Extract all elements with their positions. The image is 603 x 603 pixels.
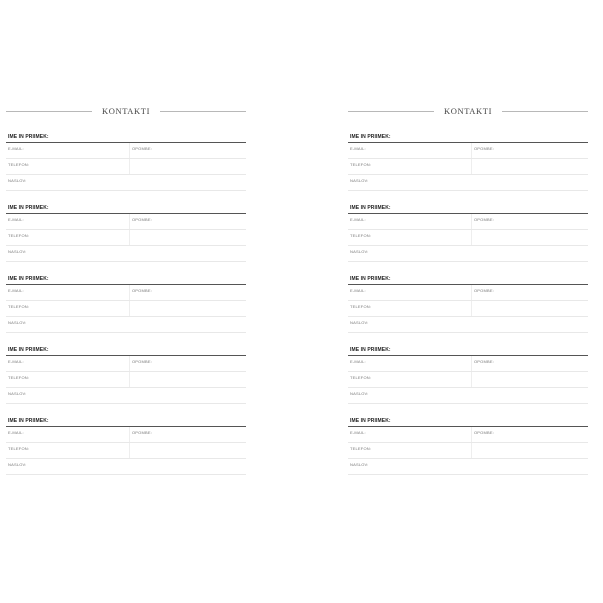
notes-field-label[interactable]: OPOMBE: bbox=[129, 356, 246, 371]
name-field-label[interactable]: IME IN PRIIMEK: bbox=[350, 276, 391, 282]
notes-field-label[interactable]: OPOMBE: bbox=[471, 143, 588, 158]
address-field-label[interactable]: NASLOV: bbox=[350, 320, 369, 325]
contact-blocks bbox=[348, 133, 588, 475]
phone-field-label[interactable]: TELEFON: bbox=[8, 304, 30, 309]
address-field-label[interactable]: NASLOV: bbox=[350, 249, 369, 254]
contact-entry bbox=[6, 346, 246, 404]
notes-field-label[interactable]: OPOMBE: bbox=[471, 214, 588, 229]
notes-field-label[interactable]: OPOMBE: bbox=[471, 427, 588, 442]
address-row bbox=[6, 388, 246, 404]
email-notes-row bbox=[6, 427, 246, 443]
email-notes-row bbox=[6, 214, 246, 230]
heading-rule-left bbox=[348, 111, 434, 112]
notes-field-area[interactable] bbox=[129, 372, 246, 387]
contact-blocks bbox=[6, 133, 246, 475]
address-field-label[interactable]: NASLOV: bbox=[8, 391, 27, 396]
notes-field-area[interactable] bbox=[129, 230, 246, 245]
page-heading bbox=[6, 100, 246, 122]
name-field-label[interactable]: IME IN PRIIMEK: bbox=[350, 418, 391, 424]
address-row bbox=[348, 246, 588, 262]
notes-field-label[interactable]: OPOMBE: bbox=[471, 285, 588, 300]
address-row bbox=[6, 459, 246, 475]
address-field-label[interactable]: NASLOV: bbox=[8, 249, 27, 254]
name-field-label[interactable]: IME IN PRIIMEK: bbox=[350, 347, 391, 353]
address-field-label[interactable]: NASLOV: bbox=[350, 462, 369, 467]
notes-field-area[interactable] bbox=[471, 443, 588, 458]
phone-row bbox=[348, 301, 588, 317]
phone-row bbox=[348, 230, 588, 246]
email-notes-row bbox=[348, 143, 588, 159]
heading-rule-right bbox=[160, 111, 246, 112]
phone-field-label[interactable]: TELEFON: bbox=[350, 233, 372, 238]
name-field-label[interactable]: IME IN PRIIMEK: bbox=[350, 205, 391, 211]
phone-field-label[interactable]: TELEFON: bbox=[350, 446, 372, 451]
email-field-label[interactable]: E-MAIL: bbox=[350, 288, 366, 293]
phone-row bbox=[6, 301, 246, 317]
page-heading bbox=[348, 100, 588, 122]
name-field-label[interactable]: IME IN PRIIMEK: bbox=[8, 347, 49, 353]
phone-row bbox=[348, 443, 588, 459]
heading-rule-left bbox=[6, 111, 92, 112]
phone-field-label[interactable]: TELEFON: bbox=[350, 304, 372, 309]
address-row bbox=[6, 246, 246, 262]
contact-entry bbox=[348, 346, 588, 404]
email-field-label[interactable]: E-MAIL: bbox=[350, 146, 366, 151]
phone-row bbox=[6, 443, 246, 459]
name-field-label[interactable]: IME IN PRIIMEK: bbox=[8, 205, 49, 211]
notes-field-label[interactable]: OPOMBE: bbox=[129, 143, 246, 158]
phone-row bbox=[348, 372, 588, 388]
name-field-label[interactable]: IME IN PRIIMEK: bbox=[8, 134, 49, 140]
page-title: KONTAKTI bbox=[101, 106, 151, 116]
notes-field-label[interactable]: OPOMBE: bbox=[129, 214, 246, 229]
phone-field-label[interactable]: TELEFON: bbox=[350, 375, 372, 380]
contact-entry bbox=[348, 204, 588, 262]
notes-field-area[interactable] bbox=[471, 159, 588, 174]
notes-field-area[interactable] bbox=[471, 372, 588, 387]
address-field-label[interactable]: NASLOV: bbox=[8, 320, 27, 325]
phone-field-label[interactable]: TELEFON: bbox=[8, 162, 30, 167]
email-field-label[interactable]: E-MAIL: bbox=[350, 217, 366, 222]
address-field-label[interactable]: NASLOV: bbox=[350, 178, 369, 183]
contact-entry bbox=[348, 275, 588, 333]
phone-row bbox=[348, 159, 588, 175]
notes-field-area[interactable] bbox=[129, 159, 246, 174]
email-field-label[interactable]: E-MAIL: bbox=[8, 146, 24, 151]
notes-field-area[interactable] bbox=[471, 230, 588, 245]
contact-entry bbox=[348, 417, 588, 475]
address-field-label[interactable]: NASLOV: bbox=[350, 391, 369, 396]
address-row bbox=[348, 317, 588, 333]
email-field-label[interactable]: E-MAIL: bbox=[350, 359, 366, 364]
name-field-label[interactable]: IME IN PRIIMEK: bbox=[8, 418, 49, 424]
phone-field-label[interactable]: TELEFON: bbox=[8, 375, 30, 380]
phone-row bbox=[6, 159, 246, 175]
phone-row bbox=[6, 230, 246, 246]
phone-field-label[interactable]: TELEFON: bbox=[8, 446, 30, 451]
notes-field-label[interactable]: OPOMBE: bbox=[129, 427, 246, 442]
contact-entry bbox=[6, 133, 246, 191]
address-row bbox=[348, 388, 588, 404]
email-notes-row bbox=[348, 356, 588, 372]
notes-field-area[interactable] bbox=[471, 301, 588, 316]
notes-field-area[interactable] bbox=[129, 443, 246, 458]
contacts-page-right bbox=[348, 100, 588, 475]
address-row bbox=[348, 459, 588, 475]
notes-field-area[interactable] bbox=[129, 301, 246, 316]
contact-entry bbox=[348, 133, 588, 191]
address-row bbox=[348, 175, 588, 191]
email-field-label[interactable]: E-MAIL: bbox=[8, 288, 24, 293]
email-field-label[interactable]: E-MAIL: bbox=[350, 430, 366, 435]
contact-entry bbox=[6, 204, 246, 262]
email-notes-row bbox=[348, 214, 588, 230]
email-notes-row bbox=[6, 143, 246, 159]
name-field-label[interactable]: IME IN PRIIMEK: bbox=[8, 276, 49, 282]
email-notes-row bbox=[6, 285, 246, 301]
phone-row bbox=[6, 372, 246, 388]
contact-entry bbox=[6, 417, 246, 475]
email-field-label[interactable]: E-MAIL: bbox=[8, 430, 24, 435]
notes-field-label[interactable]: OPOMBE: bbox=[471, 356, 588, 371]
email-notes-row bbox=[6, 356, 246, 372]
name-field-label[interactable]: IME IN PRIIMEK: bbox=[350, 134, 391, 140]
email-notes-row bbox=[348, 285, 588, 301]
address-row bbox=[6, 317, 246, 333]
email-field-label[interactable]: E-MAIL: bbox=[8, 359, 24, 364]
phone-field-label[interactable]: TELEFON: bbox=[350, 162, 372, 167]
contact-entry bbox=[6, 275, 246, 333]
page-title: KONTAKTI bbox=[443, 106, 493, 116]
address-row bbox=[6, 175, 246, 191]
heading-rule-right bbox=[502, 111, 588, 112]
phone-field-label[interactable]: TELEFON: bbox=[8, 233, 30, 238]
contacts-page-left bbox=[6, 100, 246, 475]
notes-field-label[interactable]: OPOMBE: bbox=[129, 285, 246, 300]
email-field-label[interactable]: E-MAIL: bbox=[8, 217, 24, 222]
address-field-label[interactable]: NASLOV: bbox=[8, 462, 27, 467]
address-field-label[interactable]: NASLOV: bbox=[8, 178, 27, 183]
email-notes-row bbox=[348, 427, 588, 443]
